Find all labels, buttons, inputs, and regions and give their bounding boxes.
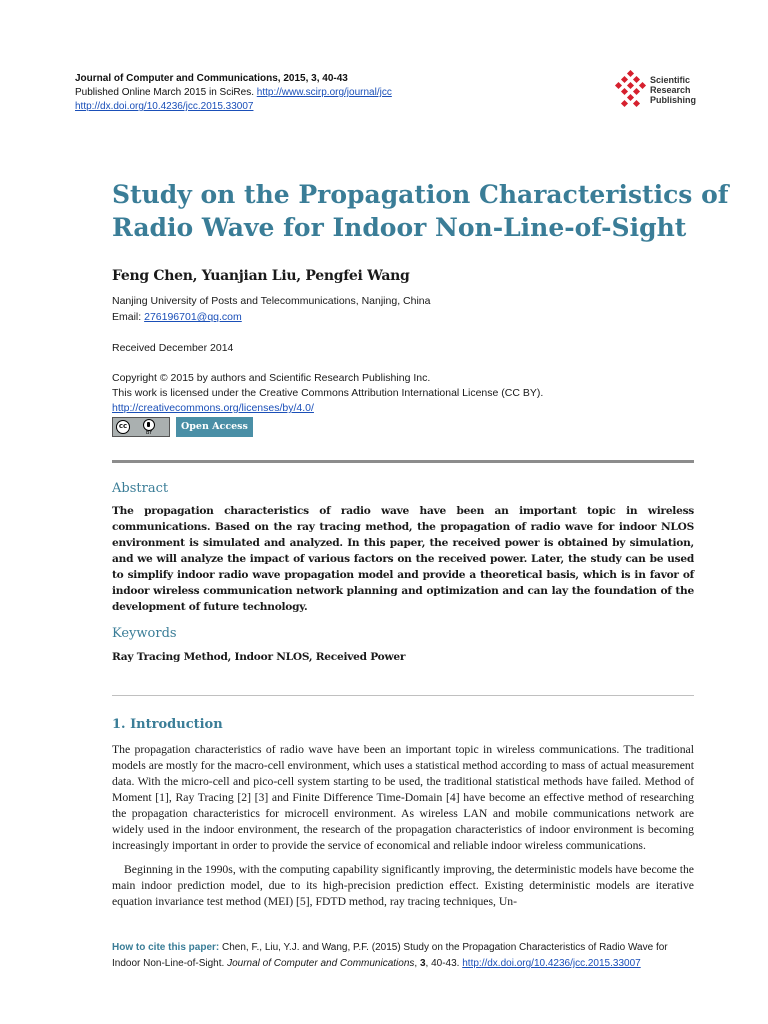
paper-title: Study on the Propagation Characteristics of Radio Wave for Indoor Non-Line-of-Sight <box>112 180 729 242</box>
copyright-line: Copyright © 2015 by authors and Scientific Research Publishing Inc. <box>112 372 431 384</box>
cite-journal: Journal of Computer and Communications <box>227 958 415 969</box>
email-line <box>112 309 430 325</box>
section-divider <box>112 695 694 696</box>
journal-citation-line: Journal of Computer and Communications, 2015, 3, 40-43 <box>75 73 348 84</box>
introduction-heading: 1. Introduction <box>112 717 223 732</box>
received-date: Received December 2014 <box>112 342 234 354</box>
keywords-heading: Keywords <box>112 626 177 641</box>
email-label: Email: <box>112 311 142 323</box>
email-link[interactable]: 276196701@qq.com <box>144 311 242 323</box>
published-online-text: Published Online March 2015 in SciRes. <box>75 87 254 98</box>
cite-lead: How to cite this paper: <box>112 942 220 953</box>
abstract-text: The propagation characteristics of radio wave have been an important topic in wireless communications. Based on the ray tracing method, the propagation of radio wave for indoor NLOS environment is simulated and analyzed. In this paper, the received power is obtained by simulation, and we will analyze the impact of various factors on the received power. Later, the study can be used to simplify indoor radio wave propagation model and provide a theoretical basis, which is in favor of indoor wireless communication network planning and optimization and can lay the foundation of the development of future technology. <box>112 505 694 613</box>
intro-paragraph-2: Beginning in the 1990s, with the computing capability significantly improving, the deterministic models have become the main indoor prediction model, due to its high-precision prediction effect. Existing deterministic models are iterative equation invariance test method (MEI) [5], FDTD method, ray tracing techniques, Un- <box>112 863 694 908</box>
how-to-cite: How to cite this paper: Chen, F., Liu, Y.J. and Wang, P.F. (2015) Study on the Propagation Characteristics of Radio Wave for Indoor Non-Line-of-Sight. Journal of Computer and Communications, 3, 40-43. http://dx.doi.org/10.4236/jcc.2015.33007 <box>112 942 668 969</box>
cite-pages: , 40-43. <box>425 958 460 969</box>
header-divider <box>112 460 694 463</box>
journal-header <box>75 72 392 114</box>
publisher-name: Scientific Research Publishing <box>650 75 696 105</box>
cite-title-end: Indoor Non-Line-of-Sight. <box>112 958 225 969</box>
affiliation: Nanjing University of Posts and Telecommunications, Nanjing, China <box>112 295 431 307</box>
cc-by-badge[interactable] <box>112 417 170 437</box>
journal-url-link[interactable]: http://www.scirp.org/journal/jcc <box>256 87 392 98</box>
open-access-badge: Open Access <box>176 417 253 437</box>
publisher-diamond-icon <box>614 70 648 110</box>
cite-volume: 3 <box>419 958 426 969</box>
affiliation-block <box>112 293 430 325</box>
license-block <box>112 371 543 416</box>
intro-paragraph-1: The propagation characteristics of radio wave have been an important topic in wireless communications. The traditional models are mostly for the macro-cell environment, which uses a statistical method according to mass of actual measurement data. With the micro-cell and pico-cell system starting to be used, the traditional statistical methods have failed. Method of Moment [1], Ray Tracing [2] [3] and Finite Difference Time-Domain [4] have become an effective method of researching the propagation characteristics for microcell environment. As wireless LAN and mobile communications network are widely used in the indoor environment, the research of the propagation characteristics of indoor environment is becoming increasingly important in order to provide the service of economical and reliable indoor wireless communications. <box>112 743 694 852</box>
authors: Feng Chen, Yuanjian Liu, Pengfei Wang <box>112 268 410 284</box>
by-label: BY <box>146 430 153 436</box>
cite-doi-link[interactable]: http://dx.doi.org/10.4236/jcc.2015.33007 <box>462 958 641 969</box>
publisher-logo <box>614 70 724 110</box>
doi-link[interactable]: http://dx.doi.org/10.4236/jcc.2015.33007 <box>75 101 254 112</box>
license-statement: This work is licensed under the Creative Commons Attribution International License (CC BY). <box>112 387 544 399</box>
published-online-line <box>75 86 392 100</box>
abstract-heading: Abstract <box>112 481 169 496</box>
creative-commons-icon: cc <box>116 420 130 434</box>
keywords-text: Ray Tracing Method, Indoor NLOS, Received Power <box>112 651 406 663</box>
license-url-link[interactable]: http://creativecommons.org/licenses/by/4.0/ <box>112 402 314 414</box>
cite-text-1: Chen, F., Liu, Y.J. and Wang, P.F. (2015) Study on the Propagation Characteristics of Radio Wave for <box>222 942 668 953</box>
